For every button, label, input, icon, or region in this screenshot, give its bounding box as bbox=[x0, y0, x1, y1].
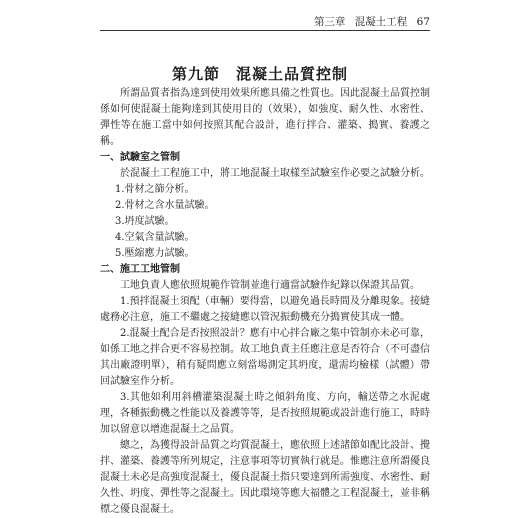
list-item: 3.坍度試驗。 bbox=[115, 216, 175, 227]
section2-text: 工地負責人應依照規範作管制並進行適當試驗作紀錄以保證其品質。 bbox=[120, 280, 420, 291]
header-page-number: 67 bbox=[416, 16, 430, 28]
running-header bbox=[100, 12, 430, 31]
header-chapter-title: 混凝土工程 bbox=[354, 16, 408, 28]
section1-heading: 一、試驗室之管制 bbox=[100, 152, 180, 163]
summary-paragraph: 總之，為獲得設計品質之均質混凝土，應依照上述諸節如配比設計、攪拌、灌築、養護等所列規定，注意事項等切實執行就是。惟應注意所謂優良混凝土未必是高強度混凝土，優良混凝土指只要達到所需強度、水密性、耐久性、坍度、彈性等之混凝土。因此環境等應大福體之工程混凝土，並非稱標之優良混凝土。 bbox=[100, 440, 430, 515]
section1-text: 於混凝土工程施工中，將工地混凝土取樣至試驗室作必要之試驗分析。 bbox=[120, 168, 430, 179]
list-item: 4.空氣含量試驗。 bbox=[115, 232, 195, 243]
body-text bbox=[100, 86, 430, 518]
header-chapter: 第三章 bbox=[313, 16, 346, 28]
section2-point-1: 1.預拌混凝土須配（車輛）要得當，以避免過長時間及分離現象。接縫處務必注意，施工不繼處之接縫應以管況振動機充分搗實使其成一體。 bbox=[100, 296, 430, 323]
intro-paragraph: 所謂品質者指為達到使用效果所應具備之性質也。因此混凝土品質控制係如何使混凝土能夠達到其使用目的（效果），如強度、耐久性、水密性、彈性等在施工當中如何按照其配合設計，進行拌合、灌築、搗實、養護之稱。 bbox=[100, 88, 430, 147]
section2-heading: 二、施工工地管制 bbox=[100, 264, 180, 275]
section2-point-2: 2.混凝土配合是否按照設計？應有中心拌合廠之集中管制亦未必可靠，如係工地之拌合更不容易控制。故工地負責主任應注意是否符合（不可盡信其出廠證明單），稍有疑問應立刻當場測定其坍度，還需均檢樣（試體）帶回試驗室作分析。 bbox=[100, 328, 430, 387]
list-item: 5.壓縮應力試驗。 bbox=[115, 248, 195, 259]
list-item: 1.骨材之篩分析。 bbox=[115, 184, 195, 195]
header-text bbox=[308, 14, 430, 29]
list-item: 2.骨材之含水量試驗。 bbox=[115, 200, 215, 211]
section-title: 第九節 混凝土品質控制 bbox=[171, 65, 348, 83]
section2-point-3: 3.其他如利用斜槽灌築混凝土時之傾斜角度、方向，輸送帶之水泥處理，各種振動機之性能以及養護等等，是否按照規範或設計進行施工，時時加以留意以增進混凝土之品質。 bbox=[100, 392, 430, 435]
